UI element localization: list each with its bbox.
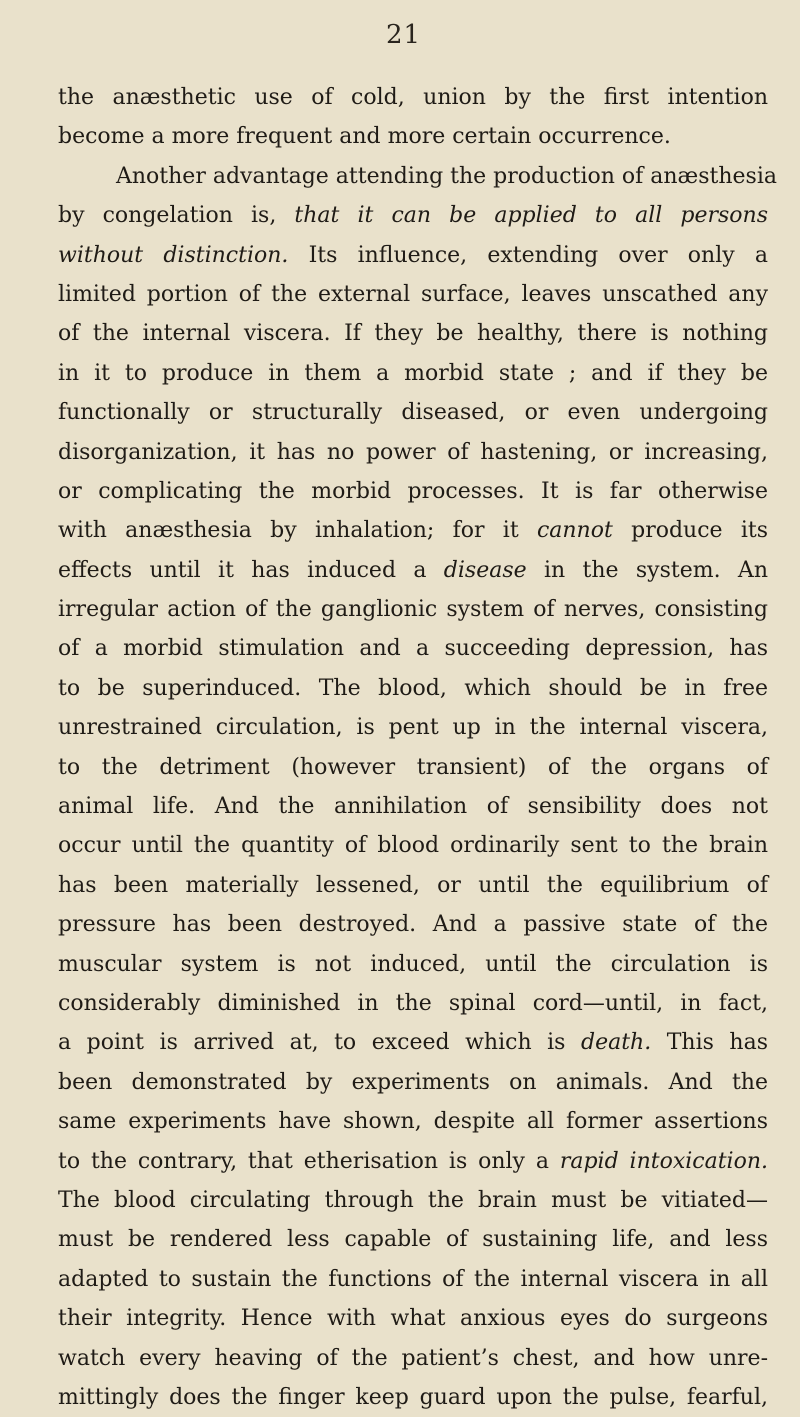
italic-text: cannot [536, 518, 613, 544]
text-segment: occur until the quantity of blood ordinarily sent to the brain [58, 833, 768, 859]
italic-text: disease [443, 557, 527, 583]
text-line [58, 787, 768, 826]
text-segment: been demonstrated by experiments on animals. And the [58, 1069, 768, 1095]
text-line [58, 590, 768, 629]
text-segment: The blood circulating through the brain must be vitiated— [58, 1187, 768, 1213]
text-line [58, 275, 768, 314]
italic-text: without distinction. [58, 242, 289, 268]
text-segment: of a morbid stimulation and a succeeding depression, has [58, 636, 768, 662]
text-line [58, 866, 768, 905]
text-line [58, 1339, 768, 1378]
text-segment: irregular action of the ganglionic system of nerves, consisting [58, 597, 768, 623]
text-line [58, 905, 768, 944]
text-segment: must be rendered less capable of sustaining life, and less [58, 1227, 768, 1253]
italic-text: rapid intoxication. [559, 1148, 768, 1174]
text-line [58, 117, 768, 156]
text-line [58, 1063, 768, 1102]
italic-text: that it can be applied to all persons [294, 203, 768, 229]
text-line [58, 1102, 768, 1141]
text-line [58, 551, 768, 590]
text-line [58, 1260, 768, 1299]
text-segment: watch every heaving of the patient’s chest, and how unre- [58, 1345, 768, 1371]
text-segment: by congelation is, [58, 203, 295, 229]
text-segment: pressure has been destroyed. And a passive state of the [58, 912, 768, 938]
text-segment: disorganization, it has no power of hastening, or increasing, [58, 439, 768, 465]
text-line [58, 945, 768, 984]
text-segment: Its influence, extending over only a [288, 242, 768, 268]
text-segment: Another advantage attending the production of anæsthesia [116, 163, 777, 189]
text-line [58, 748, 768, 787]
text-segment: animal life. And the annihilation of sensibility does not [58, 794, 768, 820]
text-line [58, 433, 768, 472]
text-segment: in it to produce in them a morbid state ; and if they be [58, 360, 768, 386]
text-line [58, 1142, 768, 1181]
italic-text: death. [580, 1030, 652, 1056]
text-segment: become a more frequent and more certain occurrence. [58, 124, 671, 150]
text-segment: limited portion of the external surface, leaves unscathed any [58, 281, 768, 307]
text-line [58, 157, 777, 196]
text-segment: same experiments have shown, despite all former assertions [58, 1109, 768, 1135]
text-line [58, 511, 768, 550]
text-line [58, 826, 768, 865]
text-segment: to the contrary, that etherisation is only a [58, 1148, 560, 1174]
text-segment: mittingly does the finger keep guard upon the pulse, fearful, [58, 1384, 768, 1410]
text-line [58, 984, 768, 1023]
text-line [58, 196, 768, 235]
text-line [58, 1220, 768, 1259]
text-line [58, 393, 768, 432]
page-number: 21 [386, 20, 422, 50]
text-segment: muscular system is not induced, until the circulation is [58, 951, 768, 977]
text-segment: functionally or structurally diseased, or even undergoing [58, 400, 768, 426]
text-line [58, 1181, 768, 1220]
text-line [58, 354, 768, 393]
text-segment: has been materially lessened, or until the equilibrium of [58, 872, 768, 898]
text-segment: This has [651, 1030, 769, 1056]
text-segment: of the internal viscera. If they be healthy, there is nothing [58, 321, 768, 347]
text-line [58, 1299, 768, 1338]
text-line [58, 1023, 768, 1062]
text-line [58, 1378, 768, 1417]
body-text [58, 78, 777, 1417]
text-segment: effects until it has induced a [58, 557, 444, 583]
text-line [58, 708, 768, 747]
text-segment: unrestrained circulation, is pent up in the internal viscera, [58, 715, 768, 741]
text-line [58, 314, 768, 353]
text-line [58, 472, 768, 511]
text-segment: to the detriment (however transient) of the organs of [58, 754, 768, 780]
text-segment: in the system. An [526, 557, 768, 583]
text-segment: with anæsthesia by inhalation; for it [58, 518, 537, 544]
text-segment: produce its [612, 518, 769, 544]
text-segment: the anæsthetic use of cold, union by the first intention [58, 85, 768, 110]
text-line [58, 236, 768, 275]
text-segment: adapted to sustain the functions of the internal viscera in all [58, 1266, 768, 1292]
text-segment: to be superinduced. The blood, which should be in free [58, 675, 768, 701]
text-segment: their integrity. Hence with what anxious eyes do surgeons [58, 1306, 768, 1332]
text-line [58, 629, 768, 668]
text-line [58, 78, 768, 117]
text-segment: or complicating the morbid processes. It is far otherwise [58, 478, 768, 504]
text-segment: a point is arrived at, to exceed which is [58, 1030, 581, 1056]
text-line [58, 669, 768, 708]
text-segment: considerably diminished in the spinal cord—until, in fact, [58, 990, 768, 1016]
